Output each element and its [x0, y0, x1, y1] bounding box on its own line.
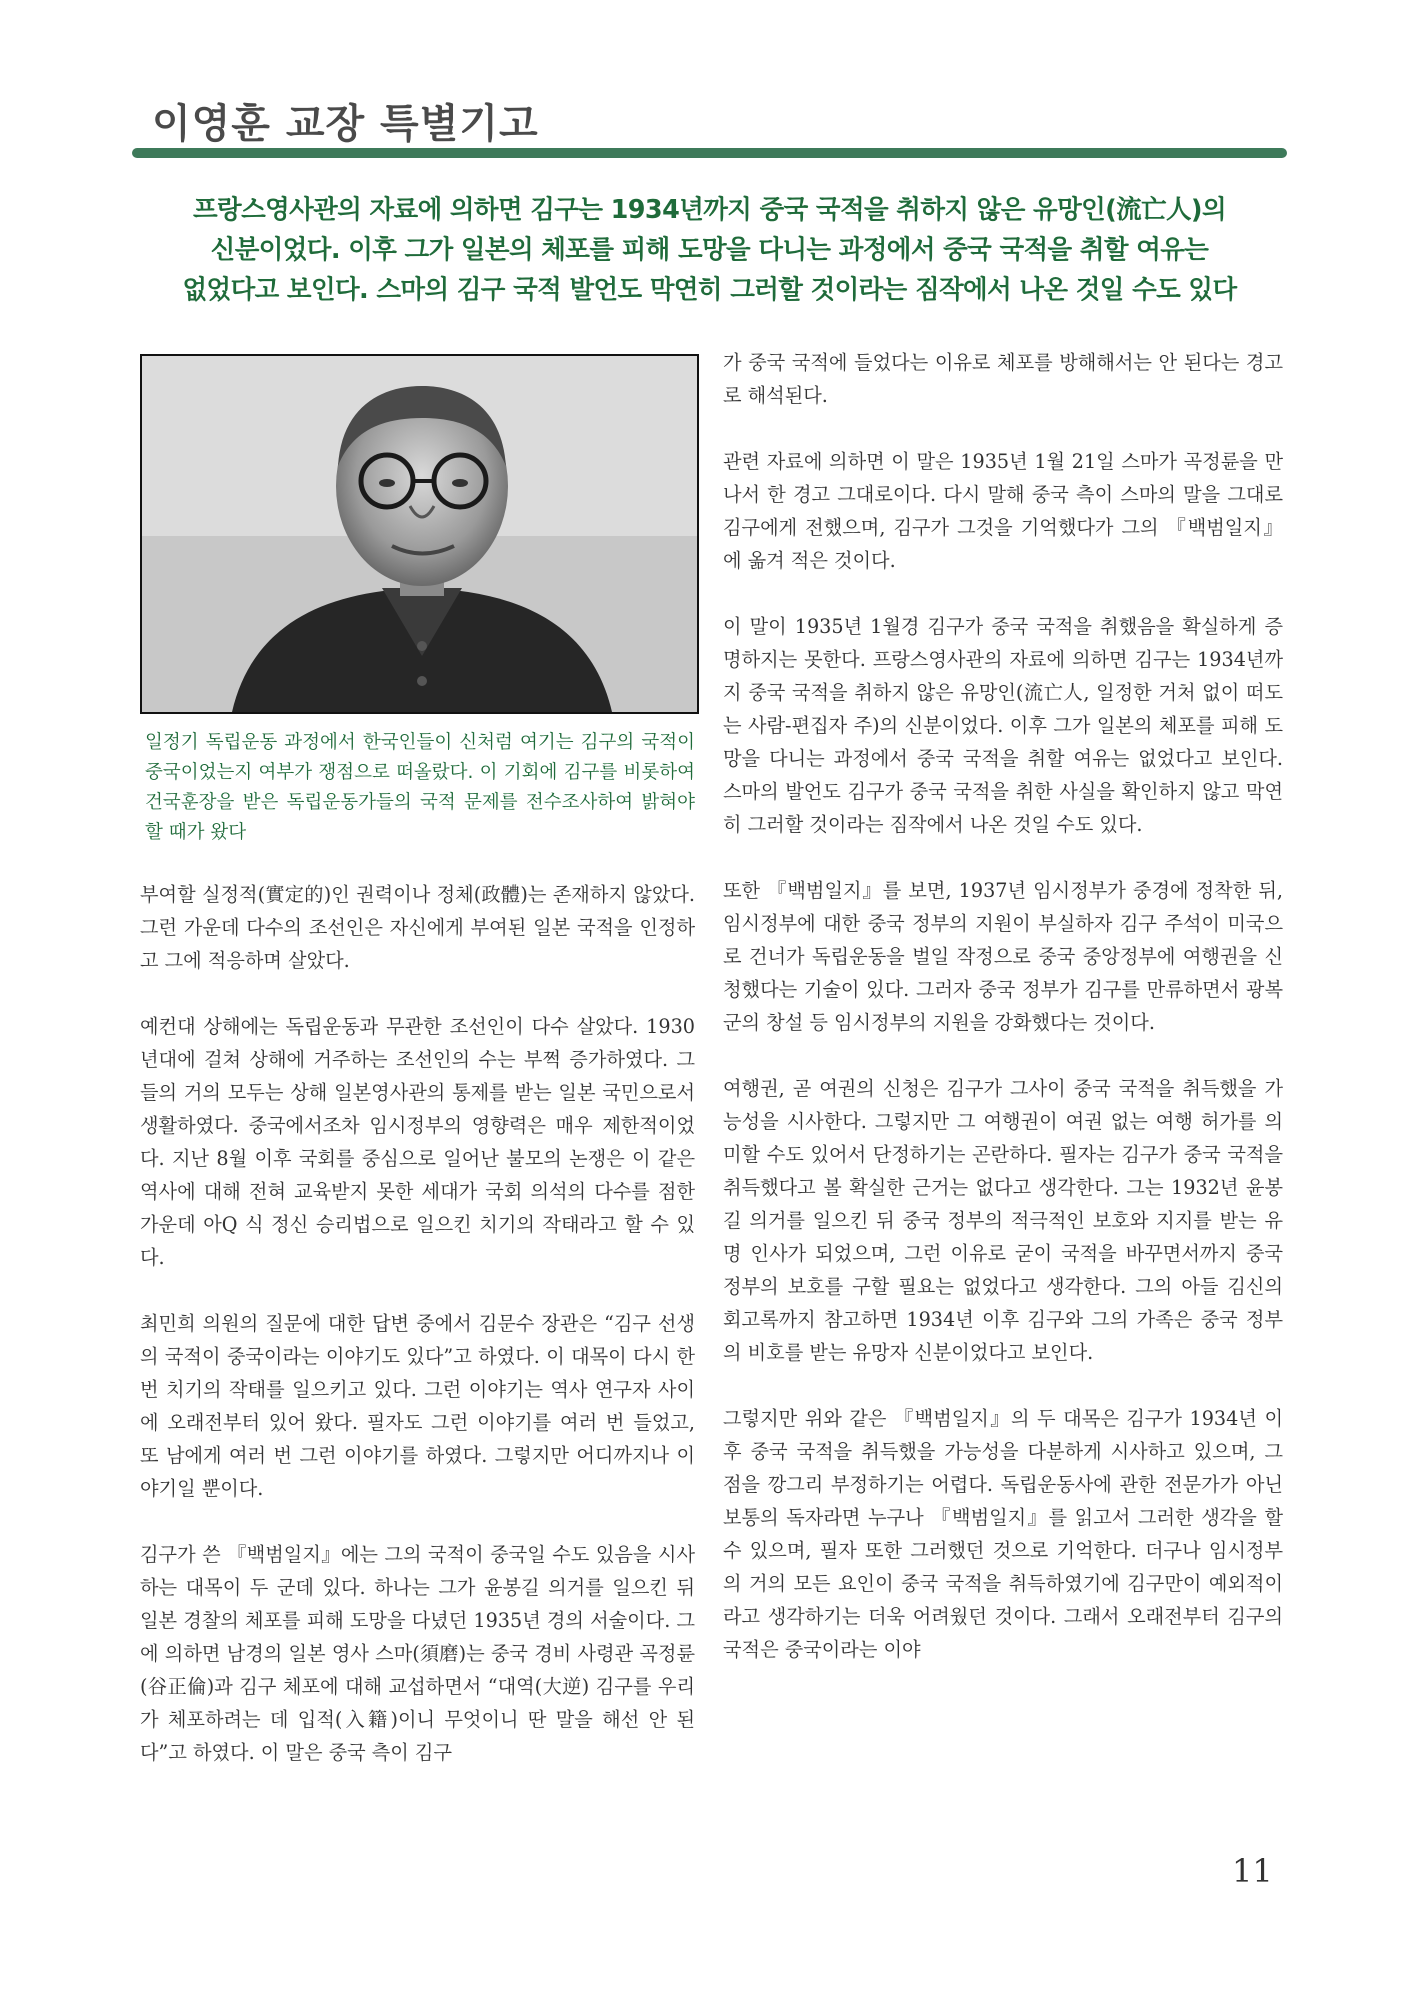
- header-rule: [132, 148, 1287, 158]
- article-paragraph: 또한 『백범일지』를 보면, 1937년 임시정부가 중경에 정착한 뒤, 임시정부에 대한 중국 정부의 지원이 부실하자 김구 주석이 미국으로 건너가 독립운동을 벌일 작정으로 중국 중앙정부에 여행권을 신청했다는 기술이 있다. 그러자 중국 정부가 김구를 만류하면서 광복군의 창설 등 임시정부의 지원을 강화했다는 것이다.: [723, 879, 1283, 1034]
- article-paragraph: 관련 자료에 의하면 이 말은 1935년 1월 21일 스마가 곡정륜을 만나서 한 경고 그대로이다. 다시 말해 중국 측이 스마의 말을 그대로 김구에게 전했으며, 김구가 그것을 기억했다가 그의 『백범일지』에 옮겨 적은 것이다.: [723, 450, 1283, 572]
- article-paragraph: 가 중국 국적에 들었다는 이유로 체포를 방해해서는 안 된다는 경고로 해석된다.: [723, 351, 1283, 407]
- lead-line: 신분이었다. 이후 그가 일본의 체포를 피해 도망을 다니는 과정에서 중국 국적을 취할 여유는: [210, 235, 1209, 265]
- lead-line: 없었다고 보인다. 스마의 김구 국적 발언도 막연히 그러할 것이라는 짐작에서 나온 것일 수도 있다: [182, 275, 1237, 305]
- photo-caption: 일정기 독립운동 과정에서 한국인들이 신처럼 여기는 김구의 국적이 중국이었는지 여부가 쟁점으로 떠올랐다. 이 기회에 김구를 비롯하여 건국훈장을 받은 독립운동가들의 국적 문제를 전수조사하여 밝혀야 할 때가 왔다: [145, 732, 695, 843]
- portrait-photo: [140, 354, 699, 714]
- article-paragraph: 이 말이 1935년 1월경 김구가 중국 국적을 취했음을 확실하게 증명하지는 못한다. 프랑스영사관의 자료에 의하면 김구는 1934년까지 중국 국적을 취하지 않은 유망인(流亡人, 일정한 거처 없이 떠도는 사람-편집자 주)의 신분이었다. 이후 그가 일본의 체포를 피해 도망을 다니는 과정에서 중국 국적을 취할 여유는 없었다고 보인다. 스마의 발언도 김구가 중국 국적을 취한 사실을 확인하지 않고 막연히 그러할 것이라는 짐작에서 나온 것일 수도 있다.: [723, 615, 1283, 836]
- article-paragraph: 김구가 쓴 『백범일지』에는 그의 국적이 중국일 수도 있음을 시사하는 대목이 두 군데 있다. 하나는 그가 윤봉길 의거를 일으킨 뒤 일본 경찰의 체포를 피해 도망을 다녔던 1935년 경의 서술이다. 그에 의하면 남경의 일본 영사 스마(須磨)는 중국 경비 사령관 곡정륜(谷正倫)과 김구 체포에 대해 교섭하면서 “대역(大逆) 김구를 우리가 체포하려는 데 입적(入籍)이니 무엇이니 딴 말을 해선 안 된다”고 하였다. 이 말은 중국 측이 김구: [140, 1543, 695, 1764]
- page-number: 11: [1232, 1852, 1273, 1890]
- article-paragraph: 예컨대 상해에는 독립운동과 무관한 조선인이 다수 살았다. 1930년대에 걸쳐 상해에 거주하는 조선인의 수는 부쩍 증가하였다. 그들의 거의 모두는 상해 일본영사관의 통제를 받는 일본 국민으로서 생활하였다. 중국에서조차 임시정부의 영향력은 매우 제한적이었다. 지난 8월 이후 국회를 중심으로 일어난 불모의 논쟁은 이 같은 역사에 대해 전혀 교육받지 못한 세대가 국회 의석의 다수를 점한 가운데 아Q 식 정신 승리법으로 일으킨 치기의 작태라고 할 수 있다.: [140, 1015, 695, 1269]
- article-paragraph: 그렇지만 위와 같은 『백범일지』의 두 대목은 김구가 1934년 이후 중국 국적을 취득했을 가능성을 다분하게 시사하고 있으며, 그 점을 깡그리 부정하기는 어렵다. 독립운동사에 관한 전문가가 아닌 보통의 독자라면 누구나 『백범일지』를 읽고서 그러한 생각을 할 수 있으며, 필자 또한 그러했던 것으로 기억한다. 더구나 임시정부의 거의 모든 요인이 중국 국적을 취득하였기에 김구만이 예외적이라고 생각하기는 더욱 어려웠던 것이다. 그래서 오래전부터 김구의 국적은 중국이라는 이야: [723, 1407, 1283, 1661]
- article-paragraph: 부여할 실정적(實定的)인 권력이나 정체(政體)는 존재하지 않았다. 그런 가운데 다수의 조선인은 자신에게 부여된 일본 국적을 인정하고 그에 적응하며 살았다.: [140, 883, 695, 972]
- portrait-illustration: [142, 356, 697, 712]
- article-left-column: [140, 878, 695, 1802]
- article-right-column: [723, 346, 1283, 1699]
- lead-line: 프랑스영사관의 자료에 의하면 김구는 1934년까지 중국 국적을 취하지 않은 유망인(流亡人)의: [193, 195, 1226, 225]
- lead-summary: [132, 190, 1287, 310]
- article-paragraph: 여행권, 곧 여권의 신청은 김구가 그사이 중국 국적을 취득했을 가능성을 시사한다. 그렇지만 그 여행권이 여권 없는 여행 허가를 의미할 수도 있어서 단정하기는 곤란하다. 필자는 김구가 중국 국적을 취득했다고 볼 확실한 근거는 없다고 생각한다. 그는 1932년 윤봉길 의거를 일으킨 뒤 중국 정부의 적극적인 보호와 지지를 받는 유명 인사가 되었으며, 그런 이유로 굳이 국적을 바꾸면서까지 중국 정부의 보호를 구할 필요는 없었다고 생각한다. 그의 아들 김신의 회고록까지 참고하면 1934년 이후 김구와 그의 가족은 중국 정부의 비호를 받는 유망자 신분이었다고 보인다.: [723, 1077, 1283, 1364]
- article-paragraph: 최민희 의원의 질문에 대한 답변 중에서 김문수 장관은 “김구 선생의 국적이 중국이라는 이야기도 있다”고 하였다. 이 대목이 다시 한번 치기의 작태를 일으키고 있다. 그런 이야기는 역사 연구자 사이에 오래전부터 있어 왔다. 필자도 그런 이야기를 여러 번 들었고, 또 남에게 여러 번 그런 이야기를 하였다. 그렇지만 어디까지나 이야기일 뿐이다.: [140, 1312, 695, 1500]
- section-title: 이영훈 교장 특별기고: [152, 101, 539, 147]
